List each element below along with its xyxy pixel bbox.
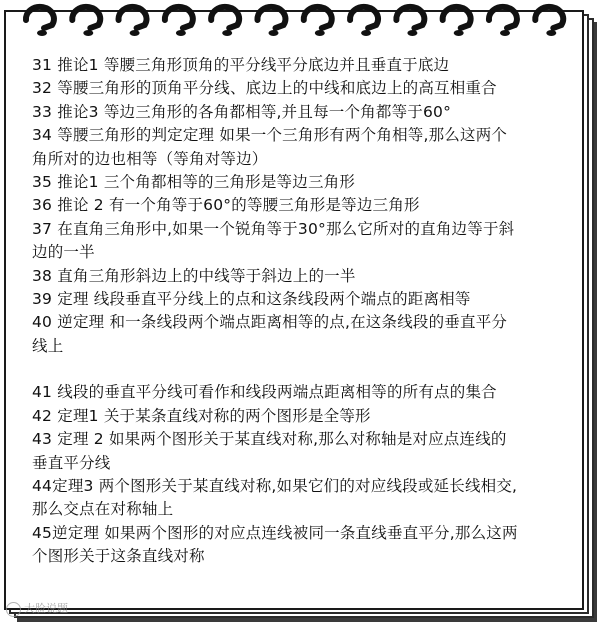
theorem-line: 31 推论1 等腰三角形顶角的平分线平分底边并且垂直于底边 <box>32 56 450 74</box>
theorem-line: 角所对的边也相等（等角对等边） <box>32 149 268 168</box>
theorem-line: 线上 <box>32 336 64 355</box>
spiral-ring-icon <box>211 7 239 36</box>
watermark-text: 大脸说题 <box>24 602 68 615</box>
theorem-line: 边的一半 <box>32 243 95 262</box>
spiral-ring-icon <box>119 7 147 36</box>
theorem-line: 垂直平分线 <box>32 453 111 472</box>
theorem-line: 39 定理 线段垂直平分线上的点和这条线段两个端点的距离相等 <box>32 290 471 309</box>
theorem-line: 40 逆定理 和一条线段两个端点距离相等的点,在这条线段的垂直平分 <box>32 313 508 332</box>
spiral-ring-icon <box>350 7 378 36</box>
spiral-ring-icon <box>26 7 54 36</box>
theorem-line: 45逆定理 如果两个图形的对应点连线被同一条直线垂直平分,那么这两 <box>32 523 518 542</box>
spiral-ring-icon <box>304 7 332 36</box>
spiral-ring-icon <box>489 7 517 36</box>
watermark <box>6 600 68 617</box>
spiral-ring-icon <box>443 7 471 36</box>
theorem-line: 个图形关于这条直线对称 <box>32 547 205 566</box>
theorem-list <box>32 54 580 569</box>
theorem-line: 34 等腰三角形的判定定理 如果一个三角形有两个角相等,那么这两个 <box>32 126 508 145</box>
spiral-ring-icon <box>72 7 100 36</box>
spiral-ring-icon <box>165 7 193 36</box>
theorem-line: 38 直角三角形斜边上的中线等于斜边上的一半 <box>32 266 356 285</box>
weibo-icon <box>6 602 21 617</box>
theorem-line: 43 定理 2 如果两个图形关于某直线对称,那么对称轴是对应点连线的 <box>32 430 507 449</box>
theorem-line: 那么交点在对称轴上 <box>32 500 174 519</box>
theorem-line: 36 推论 2 有一个角等于60°的等腰三角形是等边三角形 <box>32 196 420 215</box>
spiral-binding <box>20 0 580 46</box>
blank-line <box>32 358 580 381</box>
theorem-line: 32 等腰三角形的顶角平分线、底边上的中线和底边上的高互相重合 <box>32 79 497 98</box>
spiral-ring-icon <box>396 7 424 36</box>
theorem-line: 37 在直角三角形中,如果一个锐角等于30°那么它所对的直角边等于斜 <box>32 219 515 238</box>
theorem-line: 41 线段的垂直平分线可看作和线段两端点距离相等的所有点的集合 <box>32 383 497 402</box>
theorem-line: 44定理3 两个图形关于某直线对称,如果它们的对应线段或延长线相交, <box>32 476 518 495</box>
theorem-line: 35 推论1 三个角都相等的三角形是等边三角形 <box>32 173 356 192</box>
spiral-ring-icon <box>535 7 563 36</box>
theorem-line: 42 定理1 关于某条直线对称的两个图形是全等形 <box>32 406 371 425</box>
theorem-line: 33 推论3 等边三角形的各角都相等,并且每一个角都等于60° <box>32 102 452 121</box>
spiral-ring-icon <box>257 7 285 36</box>
